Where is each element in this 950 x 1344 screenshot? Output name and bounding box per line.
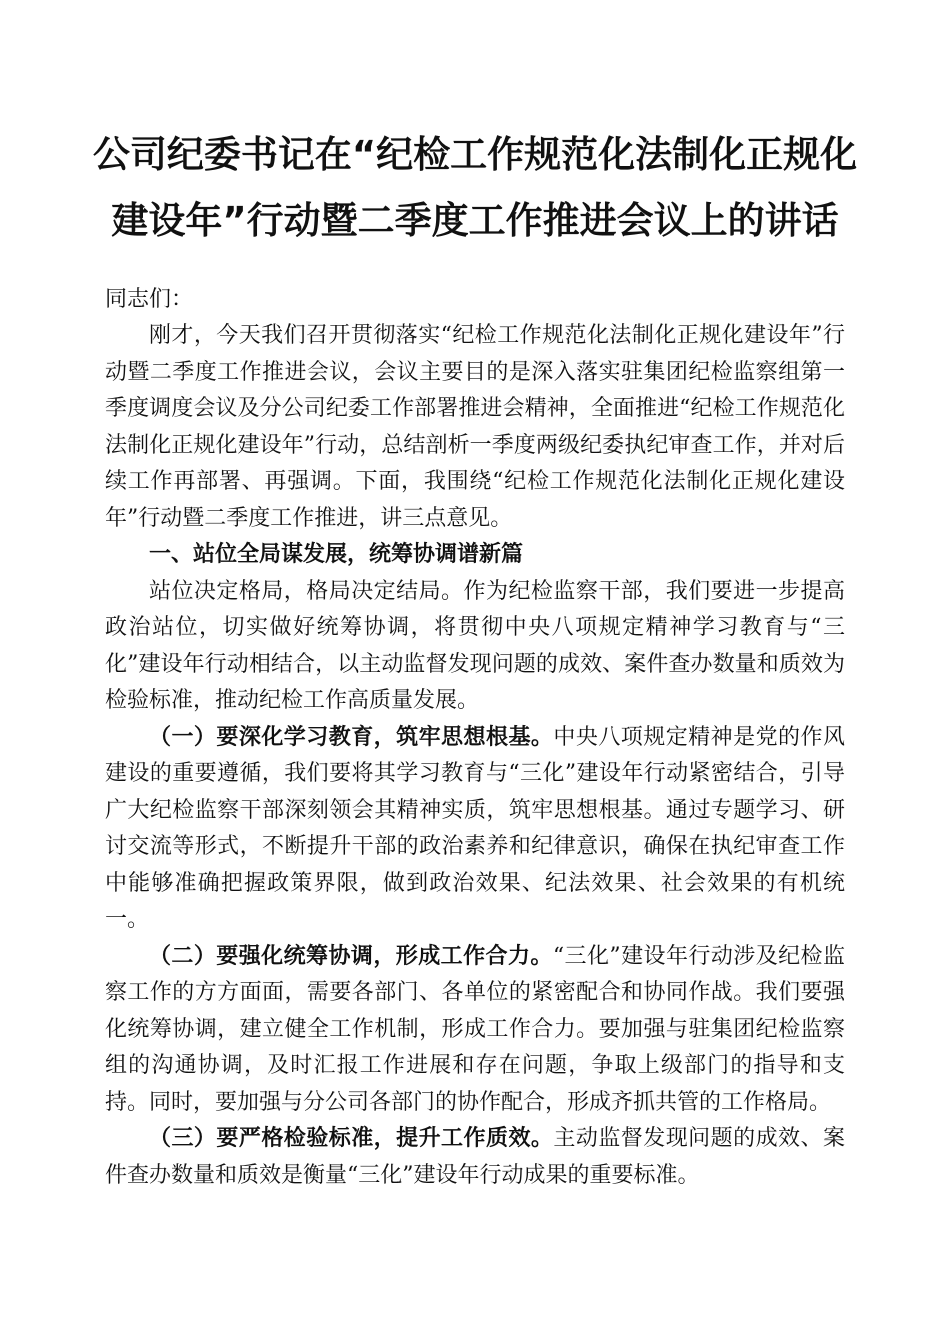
section-1-heading: 一、站位全局谋发展，统筹协调谱新篇	[149, 542, 524, 567]
subsection-2-text: “三化”建设年行动涉及纪检监察工作的方方面面，需要各部门、各单位的紧密配合和协同作战。我们要强化统筹协调，建立健全工作机制，形成工作合力。要加强与驻集团纪检监察组的沟通协调，及时汇报工作进展和存在问题，争取上级部门的指导和支持。同时，要加强与分公司各部门的协作配合，形成齐抓共管的工作格局。	[105, 943, 845, 1115]
subsection-2-lead: （二）要强化统筹协调，形成工作合力。	[149, 943, 553, 969]
intro-paragraph: 刚才，今天我们召开贯彻落实“纪检工作规范化法制化正规化建设年”行动暨二季度工作推进会议，会议主要目的是深入落实驻集团纪检监察组第一季度调度会议及分公司纪委工作部署推进会精神，全面推进“纪检工作规范化法制化正规化建设年”行动，总结剖析一季度两级纪委执纪审查工作，并对后续工作再部署、再强调。下面，我围绕“纪检工作规范化法制化正规化建设年”行动暨二季度工作推进，讲三点意见。	[105, 323, 845, 531]
subsection-3-text: 主动监督发现问题的成效、案件查办数量和质效是衡量“三化”建设年行动成果的重要标准。	[105, 1126, 845, 1188]
subsection-3-paragraph	[105, 1121, 845, 1194]
subsection-1-text: 中央八项规定精神是党的作风建设的重要遵循，我们要将其学习教育与“三化”建设年行动紧密结合，引导广大纪检监察干部深刻领会其精神实质，筑牢思想根基。通过专题学习、研讨交流等形式，不断提升干部的政治素养和纪律意识，确保在执纪审查工作中能够准确把握政策界限，做到政治效果、纪法效果、社会效果的有机统一。	[105, 724, 845, 932]
document-body	[105, 318, 845, 1194]
section-1-paragraph: 站位决定格局，格局决定结局。作为纪检监察干部，我们要进一步提高政治站位，切实做好统筹协调，将贯彻中央八项规定精神学习教育与“三化”建设年行动相结合，以主动监督发现问题的成效、案件查办数量和质效为检验标准，推动纪检工作高质量发展。	[105, 578, 845, 713]
subsection-1-lead: （一）要深化学习教育，筑牢思想根基。	[149, 724, 554, 750]
subsection-2-paragraph	[105, 939, 845, 1122]
subsection-3-lead: （三）要严格检验标准，提升工作质效。	[149, 1126, 554, 1151]
subsection-1-paragraph	[105, 720, 845, 939]
document-title-line-1: 公司纪委书记在“纪检工作规范化法制化正规化	[92, 133, 858, 176]
salutation: 同志们：	[105, 287, 194, 312]
document-title-line-2: 建设年”行动暨二季度工作推进会议上的讲话	[111, 199, 839, 242]
